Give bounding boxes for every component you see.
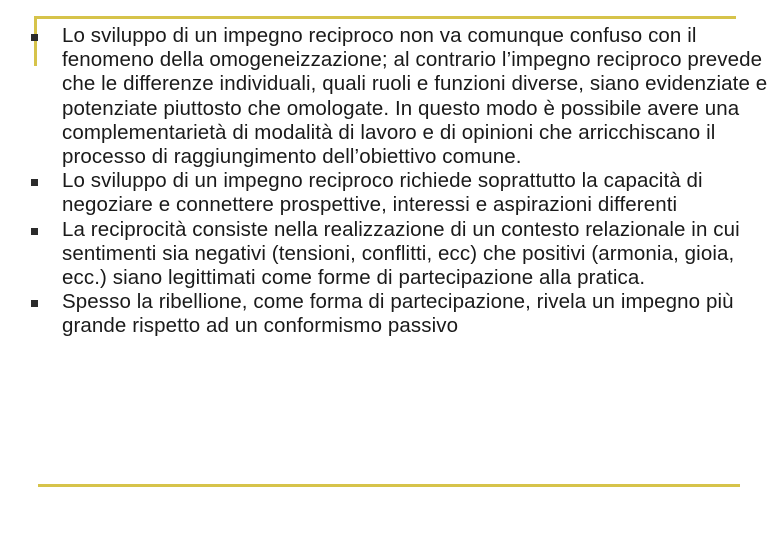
- top-border-line: [34, 16, 736, 19]
- bullet-text: Lo sviluppo di un impegno reciproco non va comunque confuso con il fenomeno della omogeneizzazione; al contrario l’impegno reciproco prevede che le differenze individuali, quali ruoli e funzioni diverse, siano evidenziate e potenziate piuttosto che omologate. In questo modo è possibile avere una complementarietà di modalità di lavoro e di opinioni che arricchiscano il processo di raggiungimento dell’obiettivo comune.: [62, 24, 768, 169]
- bullet-text: Spesso la ribellione, come forma di partecipazione, rivela un impegno più grande rispetto ad un conformismo passivo: [62, 290, 734, 338]
- bullet-item: [28, 24, 773, 169]
- square-bullet-icon: [31, 179, 38, 186]
- bullet-item: [28, 290, 773, 338]
- bullet-item: [28, 169, 773, 217]
- bottom-border-line: [38, 484, 740, 487]
- square-bullet-icon: [31, 34, 38, 41]
- bullet-text: Lo sviluppo di un impegno reciproco richiede soprattutto la capacità di negoziare e connettere prospettive, interessi e aspirazioni differenti: [62, 169, 703, 217]
- bullet-item: [28, 218, 773, 291]
- square-bullet-icon: [31, 228, 38, 235]
- square-bullet-icon: [31, 300, 38, 307]
- bullet-text: La reciprocità consiste nella realizzazione di un contesto relazionale in cui sentimenti sia negativi (tensioni, conflitti, ecc) che positivi (armonia, gioia, ecc.) siano legittimati come forme di partecipazione alla pratica.: [62, 217, 740, 290]
- bullet-list: [28, 24, 773, 339]
